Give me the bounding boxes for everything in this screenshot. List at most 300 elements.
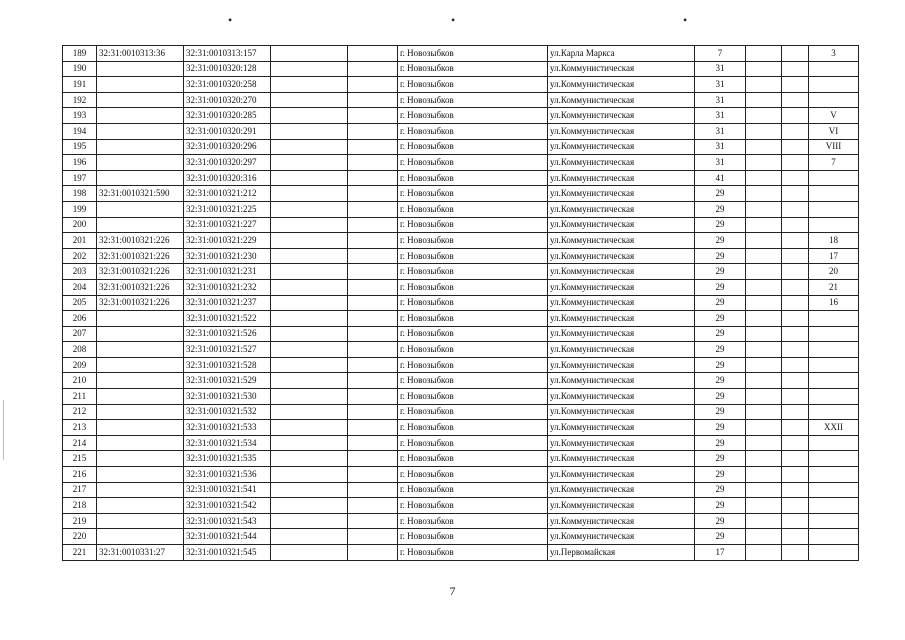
empty-cell [782, 139, 809, 155]
empty-cell [782, 357, 809, 373]
locality-cell: г. Новозыбков [398, 545, 548, 561]
row-number-cell: 190 [63, 61, 97, 77]
premises-number-cell: 20 [809, 264, 859, 280]
cadastral-number-cell: 32:31:0010321:530 [184, 389, 271, 405]
locality-cell: г. Новозыбков [398, 170, 548, 186]
table-row [63, 61, 859, 77]
empty-cell [782, 170, 809, 186]
street-cell: ул.Коммунистическая [548, 186, 695, 202]
cadastral-number-cell: 32:31:0010321:543 [184, 513, 271, 529]
row-number-cell: 220 [63, 529, 97, 545]
parent-cadastral-cell [97, 373, 184, 389]
locality-cell: г. Новозыбков [398, 513, 548, 529]
empty-cell [782, 217, 809, 233]
empty-cell [271, 123, 348, 139]
street-cell: ул.Коммунистическая [548, 389, 695, 405]
cadastral-number-cell: 32:31:0010321:544 [184, 529, 271, 545]
empty-cell [782, 389, 809, 405]
parent-cadastral-cell [97, 529, 184, 545]
empty-cell [348, 233, 398, 249]
row-number-cell: 205 [63, 295, 97, 311]
cadastral-number-cell: 32:31:0010320:128 [184, 61, 271, 77]
street-cell: ул.Коммунистическая [548, 279, 695, 295]
empty-cell [746, 311, 782, 327]
row-number-cell: 219 [63, 513, 97, 529]
cadastral-number-cell: 32:31:0010321:529 [184, 373, 271, 389]
cadastral-number-cell: 32:31:0010321:230 [184, 248, 271, 264]
parent-cadastral-cell [97, 155, 184, 171]
street-cell: ул.Коммунистическая [548, 435, 695, 451]
empty-cell [271, 482, 348, 498]
empty-cell [348, 123, 398, 139]
empty-cell [348, 513, 398, 529]
street-cell: ул.Коммунистическая [548, 311, 695, 327]
parent-cadastral-cell [97, 139, 184, 155]
empty-cell [271, 529, 348, 545]
empty-cell [271, 513, 348, 529]
empty-cell [348, 279, 398, 295]
empty-cell [782, 467, 809, 483]
empty-cell [782, 326, 809, 342]
empty-cell [746, 46, 782, 62]
row-number-cell: 193 [63, 108, 97, 124]
premises-number-cell [809, 357, 859, 373]
street-cell: ул.Коммунистическая [548, 155, 695, 171]
table-row [63, 279, 859, 295]
parent-cadastral-cell [97, 61, 184, 77]
row-number-cell: 218 [63, 498, 97, 514]
street-cell: ул.Коммунистическая [548, 123, 695, 139]
empty-cell [271, 373, 348, 389]
cadastral-number-cell: 32:31:0010320:316 [184, 170, 271, 186]
cadastral-number-cell: 32:31:0010321:534 [184, 435, 271, 451]
empty-cell [348, 482, 398, 498]
table-row [63, 529, 859, 545]
parent-cadastral-cell: 32:31:0010321:590 [97, 186, 184, 202]
empty-cell [782, 77, 809, 93]
locality-cell: г. Новозыбков [398, 435, 548, 451]
empty-cell [782, 92, 809, 108]
street-cell: ул.Коммунистическая [548, 404, 695, 420]
street-cell: ул.Коммунистическая [548, 326, 695, 342]
premises-number-cell [809, 92, 859, 108]
empty-cell [348, 357, 398, 373]
locality-cell: г. Новозыбков [398, 467, 548, 483]
empty-cell [746, 420, 782, 436]
premises-number-cell [809, 61, 859, 77]
locality-cell: г. Новозыбков [398, 498, 548, 514]
empty-cell [782, 529, 809, 545]
empty-cell [348, 155, 398, 171]
empty-cell [271, 264, 348, 280]
empty-cell [746, 404, 782, 420]
house-number-cell: 31 [695, 139, 746, 155]
house-number-cell: 31 [695, 92, 746, 108]
row-number-cell: 221 [63, 545, 97, 561]
empty-cell [746, 513, 782, 529]
locality-cell: г. Новозыбков [398, 77, 548, 93]
street-cell: ул.Коммунистическая [548, 77, 695, 93]
parent-cadastral-cell [97, 420, 184, 436]
row-number-cell: 201 [63, 233, 97, 249]
empty-cell [746, 108, 782, 124]
cadastral-number-cell: 32:31:0010321:229 [184, 233, 271, 249]
parent-cadastral-cell [97, 311, 184, 327]
cadastral-number-cell: 32:31:0010321:237 [184, 295, 271, 311]
cadastral-number-cell: 32:31:0010321:231 [184, 264, 271, 280]
premises-number-cell: VIII [809, 139, 859, 155]
locality-cell: г. Новозыбков [398, 311, 548, 327]
empty-cell [746, 170, 782, 186]
street-cell: ул.Коммунистическая [548, 233, 695, 249]
house-number-cell: 29 [695, 326, 746, 342]
row-number-cell: 202 [63, 248, 97, 264]
empty-cell [746, 295, 782, 311]
table-row [63, 77, 859, 93]
row-number-cell: 206 [63, 311, 97, 327]
empty-cell [271, 108, 348, 124]
empty-cell [271, 217, 348, 233]
house-number-cell: 29 [695, 529, 746, 545]
table-row [63, 92, 859, 108]
parent-cadastral-cell [97, 389, 184, 405]
parent-cadastral-cell [97, 467, 184, 483]
locality-cell: г. Новозыбков [398, 451, 548, 467]
empty-cell [348, 201, 398, 217]
empty-cell [746, 61, 782, 77]
empty-cell [782, 123, 809, 139]
empty-cell [348, 46, 398, 62]
row-number-cell: 209 [63, 357, 97, 373]
header-mark-2: • [451, 13, 456, 27]
empty-cell [348, 77, 398, 93]
house-number-cell: 29 [695, 295, 746, 311]
empty-cell [348, 217, 398, 233]
row-number-cell: 210 [63, 373, 97, 389]
empty-cell [746, 186, 782, 202]
street-cell: ул.Коммунистическая [548, 451, 695, 467]
empty-cell [348, 248, 398, 264]
empty-cell [746, 155, 782, 171]
empty-cell [271, 92, 348, 108]
empty-cell [271, 404, 348, 420]
empty-cell [348, 529, 398, 545]
empty-cell [782, 451, 809, 467]
empty-cell [782, 435, 809, 451]
cadastral-number-cell: 32:31:0010320:270 [184, 92, 271, 108]
house-number-cell: 31 [695, 155, 746, 171]
street-cell: ул.Коммунистическая [548, 201, 695, 217]
empty-cell [746, 545, 782, 561]
street-cell: ул.Коммунистическая [548, 248, 695, 264]
parent-cadastral-cell: 32:31:0010321:226 [97, 233, 184, 249]
empty-cell [782, 264, 809, 280]
empty-cell [348, 342, 398, 358]
locality-cell: г. Новозыбков [398, 155, 548, 171]
empty-cell [271, 155, 348, 171]
empty-cell [782, 373, 809, 389]
empty-cell [782, 513, 809, 529]
empty-cell [271, 326, 348, 342]
empty-cell [271, 77, 348, 93]
cadastral-number-cell: 32:31:0010321:533 [184, 420, 271, 436]
house-number-cell: 41 [695, 170, 746, 186]
empty-cell [746, 342, 782, 358]
premises-number-cell [809, 77, 859, 93]
table-row [63, 498, 859, 514]
empty-cell [746, 264, 782, 280]
empty-cell [348, 389, 398, 405]
empty-cell [271, 467, 348, 483]
empty-cell [271, 311, 348, 327]
empty-cell [782, 233, 809, 249]
register-table [62, 45, 859, 561]
table-row [63, 342, 859, 358]
locality-cell: г. Новозыбков [398, 326, 548, 342]
table-row [63, 404, 859, 420]
house-number-cell: 29 [695, 498, 746, 514]
parent-cadastral-cell: 32:31:0010321:226 [97, 264, 184, 280]
row-number-cell: 197 [63, 170, 97, 186]
locality-cell: г. Новозыбков [398, 201, 548, 217]
street-cell: ул.Коммунистическая [548, 373, 695, 389]
empty-cell [746, 326, 782, 342]
locality-cell: г. Новозыбков [398, 233, 548, 249]
street-cell: ул.Первомайская [548, 545, 695, 561]
header-mark-3: • [683, 13, 688, 27]
parent-cadastral-cell [97, 357, 184, 373]
empty-cell [271, 186, 348, 202]
street-cell: ул.Коммунистическая [548, 170, 695, 186]
table-row [63, 451, 859, 467]
parent-cadastral-cell [97, 498, 184, 514]
cadastral-number-cell: 32:31:0010320:285 [184, 108, 271, 124]
locality-cell: г. Новозыбков [398, 482, 548, 498]
row-number-cell: 213 [63, 420, 97, 436]
empty-cell [348, 186, 398, 202]
row-number-cell: 198 [63, 186, 97, 202]
empty-cell [348, 170, 398, 186]
house-number-cell: 31 [695, 108, 746, 124]
empty-cell [782, 155, 809, 171]
table-row [63, 108, 859, 124]
house-number-cell: 29 [695, 233, 746, 249]
empty-cell [746, 248, 782, 264]
empty-cell [348, 498, 398, 514]
locality-cell: г. Новозыбков [398, 373, 548, 389]
empty-cell [746, 217, 782, 233]
empty-cell [271, 233, 348, 249]
cadastral-number-cell: 32:31:0010320:291 [184, 123, 271, 139]
house-number-cell: 29 [695, 201, 746, 217]
scan-margin-mark [3, 400, 4, 460]
locality-cell: г. Новозыбков [398, 217, 548, 233]
parent-cadastral-cell: 32:31:0010313:36 [97, 46, 184, 62]
empty-cell [348, 61, 398, 77]
street-cell: ул.Коммунистическая [548, 92, 695, 108]
empty-cell [348, 92, 398, 108]
premises-number-cell [809, 498, 859, 514]
locality-cell: г. Новозыбков [398, 295, 548, 311]
premises-number-cell: XXII [809, 420, 859, 436]
locality-cell: г. Новозыбков [398, 342, 548, 358]
house-number-cell: 29 [695, 389, 746, 405]
empty-cell [271, 170, 348, 186]
empty-cell [348, 467, 398, 483]
street-cell: ул.Коммунистическая [548, 342, 695, 358]
house-number-cell: 29 [695, 248, 746, 264]
premises-number-cell [809, 311, 859, 327]
premises-number-cell: 16 [809, 295, 859, 311]
cadastral-number-cell: 32:31:0010320:258 [184, 77, 271, 93]
premises-number-cell [809, 435, 859, 451]
empty-cell [782, 342, 809, 358]
cadastral-number-cell: 32:31:0010321:535 [184, 451, 271, 467]
parent-cadastral-cell [97, 451, 184, 467]
house-number-cell: 31 [695, 61, 746, 77]
empty-cell [348, 435, 398, 451]
locality-cell: г. Новозыбков [398, 279, 548, 295]
premises-number-cell [809, 170, 859, 186]
cadastral-number-cell: 32:31:0010320:297 [184, 155, 271, 171]
empty-cell [271, 435, 348, 451]
table-row [63, 170, 859, 186]
empty-cell [746, 435, 782, 451]
premises-number-cell [809, 451, 859, 467]
table-row [63, 357, 859, 373]
premises-number-cell [809, 467, 859, 483]
header-mark-1: • [228, 13, 233, 27]
table-row [63, 435, 859, 451]
empty-cell [782, 498, 809, 514]
house-number-cell: 29 [695, 311, 746, 327]
house-number-cell: 29 [695, 264, 746, 280]
street-cell: ул.Коммунистическая [548, 217, 695, 233]
house-number-cell: 31 [695, 123, 746, 139]
register-table-body [63, 46, 859, 561]
parent-cadastral-cell [97, 342, 184, 358]
empty-cell [746, 279, 782, 295]
table-row [63, 482, 859, 498]
empty-cell [782, 279, 809, 295]
locality-cell: г. Новозыбков [398, 404, 548, 420]
premises-number-cell [809, 529, 859, 545]
parent-cadastral-cell [97, 201, 184, 217]
premises-number-cell [809, 201, 859, 217]
table-row [63, 201, 859, 217]
parent-cadastral-cell: 32:31:0010331:27 [97, 545, 184, 561]
premises-number-cell [809, 186, 859, 202]
cadastral-number-cell: 32:31:0010321:526 [184, 326, 271, 342]
parent-cadastral-cell [97, 170, 184, 186]
row-number-cell: 204 [63, 279, 97, 295]
locality-cell: г. Новозыбков [398, 264, 548, 280]
row-number-cell: 207 [63, 326, 97, 342]
empty-cell [782, 545, 809, 561]
empty-cell [271, 545, 348, 561]
locality-cell: г. Новозыбков [398, 108, 548, 124]
empty-cell [271, 451, 348, 467]
cadastral-number-cell: 32:31:0010320:296 [184, 139, 271, 155]
row-number-cell: 217 [63, 482, 97, 498]
table-row [63, 233, 859, 249]
empty-cell [746, 389, 782, 405]
empty-cell [782, 248, 809, 264]
empty-cell [782, 46, 809, 62]
house-number-cell: 29 [695, 373, 746, 389]
house-number-cell: 29 [695, 186, 746, 202]
table-row [63, 373, 859, 389]
empty-cell [348, 139, 398, 155]
table-row [63, 46, 859, 62]
parent-cadastral-cell: 32:31:0010321:226 [97, 279, 184, 295]
empty-cell [271, 498, 348, 514]
empty-cell [271, 61, 348, 77]
row-number-cell: 195 [63, 139, 97, 155]
cadastral-number-cell: 32:31:0010321:532 [184, 404, 271, 420]
premises-number-cell [809, 513, 859, 529]
cadastral-number-cell: 32:31:0010321:212 [184, 186, 271, 202]
row-number-cell: 196 [63, 155, 97, 171]
row-number-cell: 199 [63, 201, 97, 217]
premises-number-cell [809, 482, 859, 498]
street-cell: ул.Коммунистическая [548, 108, 695, 124]
house-number-cell: 29 [695, 357, 746, 373]
street-cell: ул.Коммунистическая [548, 482, 695, 498]
premises-number-cell [809, 389, 859, 405]
parent-cadastral-cell [97, 326, 184, 342]
parent-cadastral-cell: 32:31:0010321:226 [97, 295, 184, 311]
empty-cell [782, 404, 809, 420]
empty-cell [271, 389, 348, 405]
house-number-cell: 29 [695, 513, 746, 529]
locality-cell: г. Новозыбков [398, 420, 548, 436]
house-number-cell: 29 [695, 467, 746, 483]
row-number-cell: 189 [63, 46, 97, 62]
locality-cell: г. Новозыбков [398, 389, 548, 405]
street-cell: ул.Коммунистическая [548, 264, 695, 280]
table-row [63, 123, 859, 139]
street-cell: ул.Коммунистическая [548, 139, 695, 155]
locality-cell: г. Новозыбков [398, 61, 548, 77]
house-number-cell: 29 [695, 342, 746, 358]
empty-cell [348, 545, 398, 561]
parent-cadastral-cell: 32:31:0010321:226 [97, 248, 184, 264]
row-number-cell: 214 [63, 435, 97, 451]
premises-number-cell [809, 373, 859, 389]
house-number-cell: 29 [695, 435, 746, 451]
empty-cell [782, 311, 809, 327]
premises-number-cell: VI [809, 123, 859, 139]
house-number-cell: 29 [695, 279, 746, 295]
empty-cell [271, 357, 348, 373]
table-row [63, 217, 859, 233]
empty-cell [746, 529, 782, 545]
street-cell: ул.Коммунистическая [548, 467, 695, 483]
house-number-cell: 29 [695, 217, 746, 233]
empty-cell [746, 357, 782, 373]
locality-cell: г. Новозыбков [398, 357, 548, 373]
premises-number-cell [809, 326, 859, 342]
cadastral-number-cell: 32:31:0010321:542 [184, 498, 271, 514]
empty-cell [348, 420, 398, 436]
empty-cell [348, 311, 398, 327]
row-number-cell: 212 [63, 404, 97, 420]
premises-number-cell: 3 [809, 46, 859, 62]
premises-number-cell: 21 [809, 279, 859, 295]
table-row [63, 420, 859, 436]
cadastral-number-cell: 32:31:0010321:227 [184, 217, 271, 233]
